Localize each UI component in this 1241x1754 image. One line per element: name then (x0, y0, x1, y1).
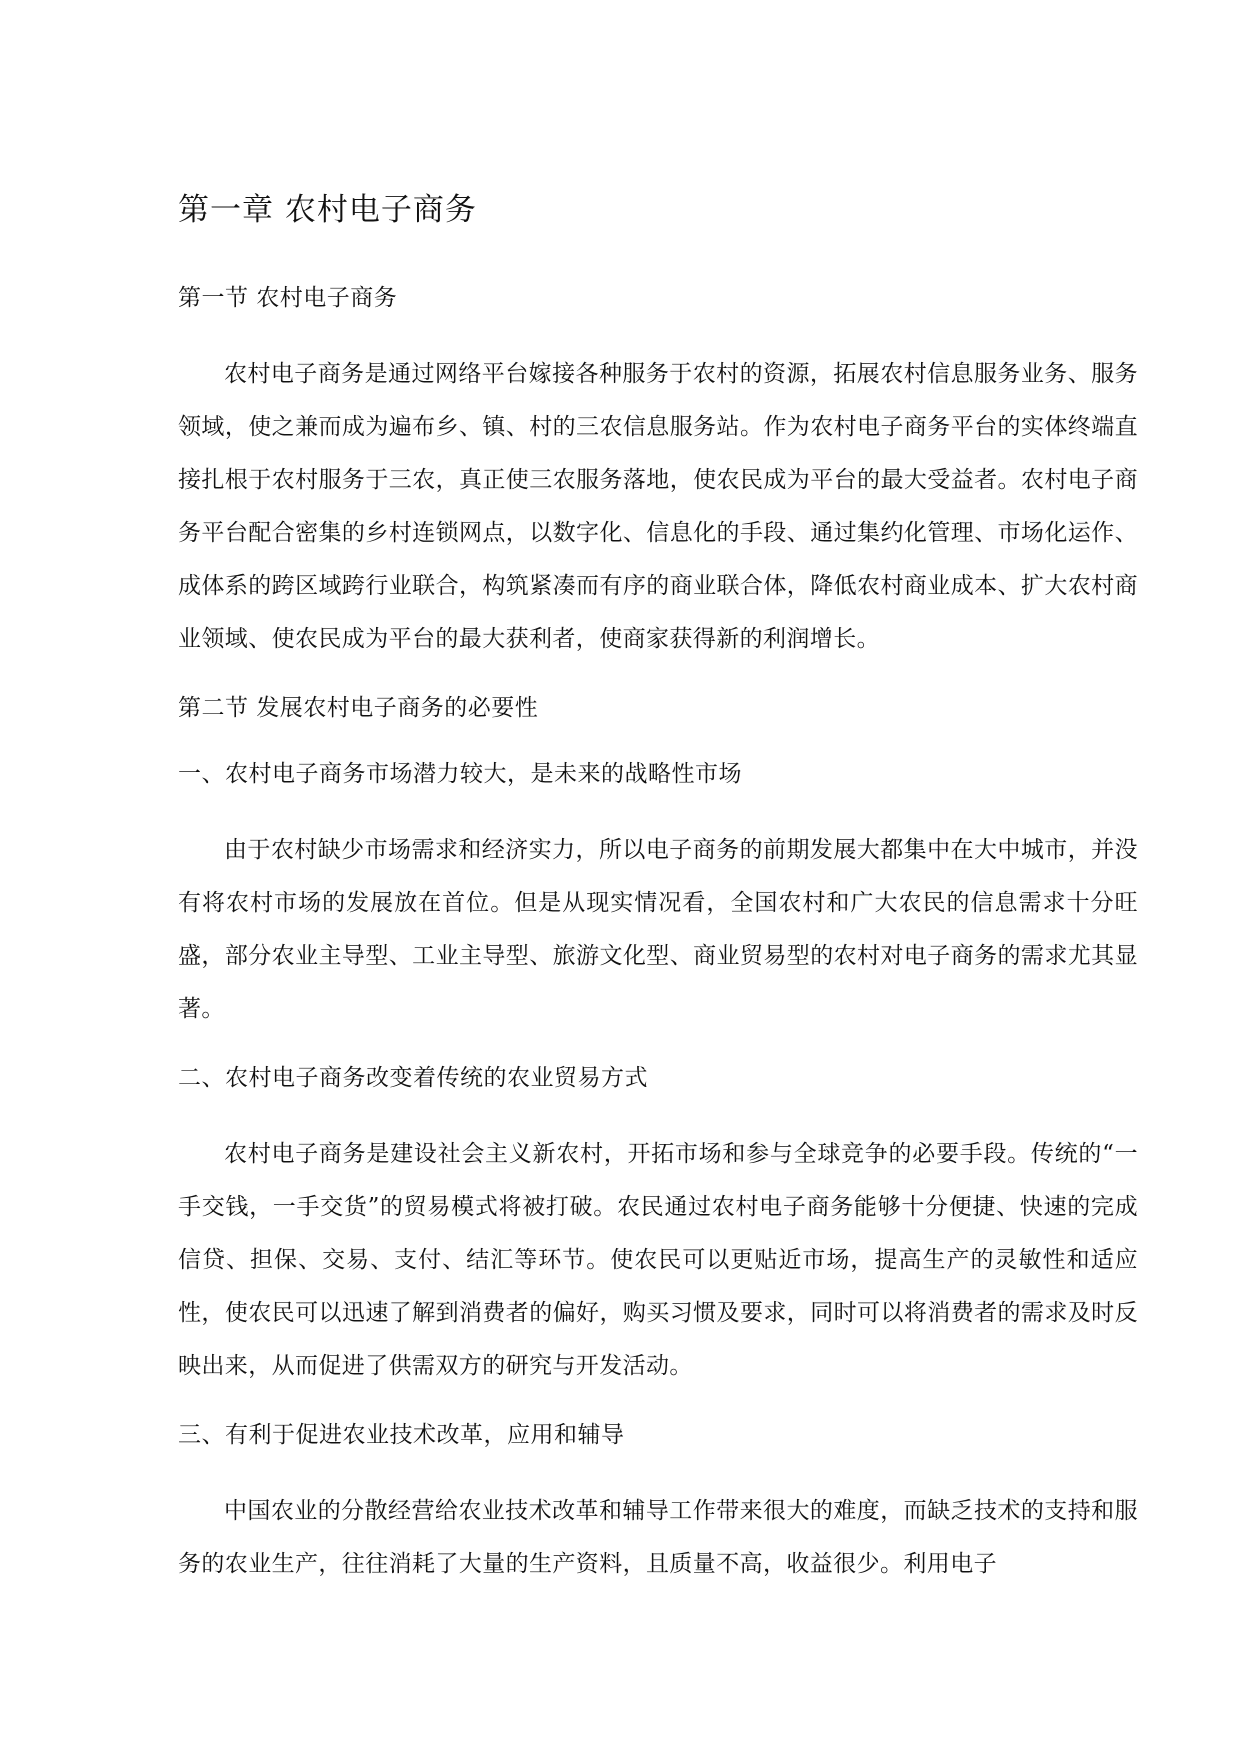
subsection-title-1: 一、农村电子商务市场潜力较大，是未来的战略性市场 (178, 761, 742, 787)
paragraph-4: 中国农业的分散经营给农业技术改革和辅导工作带来很大的难度，而缺乏技术的支持和服务的农业生产，往往消耗了大量的生产资料，且质量不高，收益很少。利用电子 (178, 1498, 1138, 1577)
document-page (178, 190, 1138, 1617)
paragraph-1: 农村电子商务是通过网络平台嫁接各种服务于农村的资源，拓展农村信息服务业务、服务领域，使之兼而成为遍布乡、镇、村的三农信息服务站。作为农村电子商务平台的实体终端直接扎根于农村服务于三农，真正使三农服务落地，使农民成为平台的最大受益者。农村电子商务平台配合密集的乡村连锁网点，以数字化、信息化的手段、通过集约化管理、市场化运作、成体系的跨区域跨行业联合，构筑紧凑而有序的商业联合体，降低农村商业成本、扩大农村商业领域、使农民成为平台的最大获利者，使商家获得新的利润增长。 (178, 361, 1138, 652)
subsection-title-3: 三、有利于促进农业技术改革，应用和辅导 (178, 1422, 625, 1448)
paragraph-3: 农村电子商务是建设社会主义新农村，开拓市场和参与全球竞争的必要手段。传统的“一手交钱，一手交货”的贸易模式将被打破。农民通过农村电子商务能够十分便捷、快速的完成信贷、担保、交易、支付、结汇等环节。使农民可以更贴近市场，提高生产的灵敏性和适应性，使农民可以迅速了解到消费者的偏好，购买习惯及要求，同时可以将消费者的需求及时反映出来，从而促进了供需双方的研究与开发活动。 (178, 1141, 1138, 1379)
section-title-2: 第二节 发展农村电子商务的必要性 (178, 695, 539, 721)
subsection-title-2: 二、农村电子商务改变着传统的农业贸易方式 (178, 1065, 648, 1091)
chapter-title: 第一章 农村电子商务 (178, 192, 477, 228)
section-title-1: 第一节 农村电子商务 (178, 285, 398, 311)
paragraph-2: 由于农村缺少市场需求和经济实力，所以电子商务的前期发展大都集中在大中城市，并没有将农村市场的发展放在首位。但是从现实情况看，全国农村和广大农民的信息需求十分旺盛，部分农业主导型、工业主导型、旅游文化型、商业贸易型的农村对电子商务的需求尤其显著。 (178, 837, 1138, 1022)
